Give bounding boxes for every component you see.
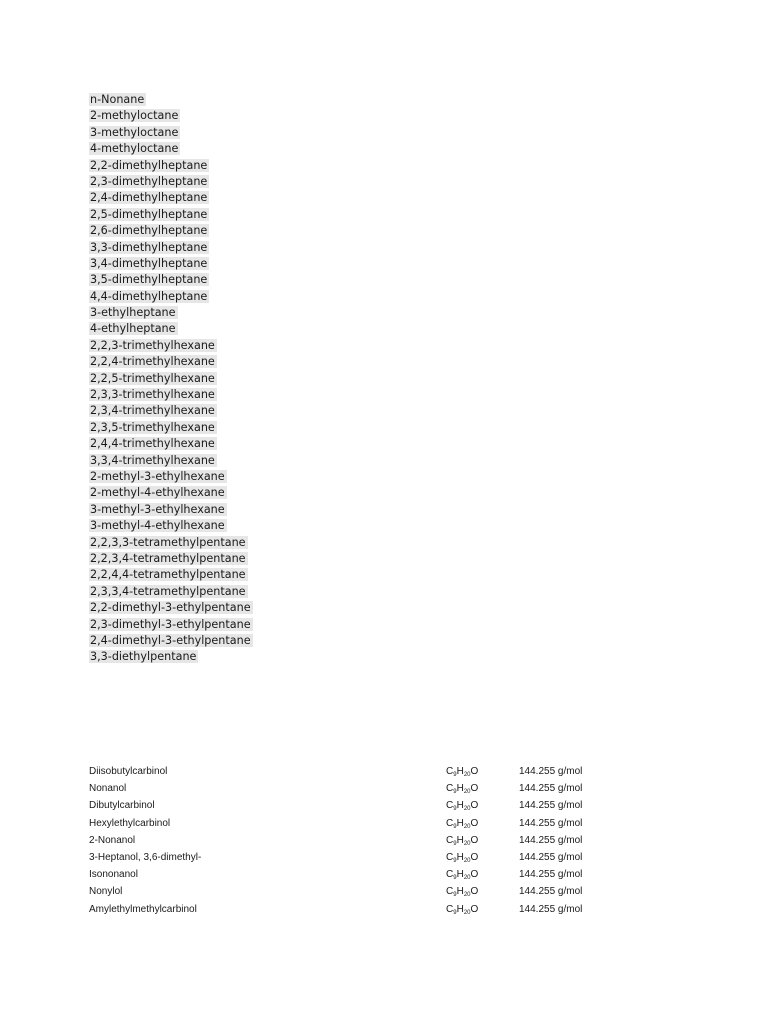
molar-mass: 144.255 g/mol (519, 766, 583, 777)
isomer-list-item (89, 223, 253, 239)
compound-name: Diisobutylcarbinol (89, 766, 168, 777)
isomer-list-item (89, 436, 253, 452)
formula-hydrogen-count: 20 (463, 789, 471, 796)
isomer-name: 2,2,3-trimethylhexane (90, 338, 215, 352)
isomer-name: 2,2,3,3-tetramethylpentane (90, 535, 246, 549)
molecular-formula (446, 901, 519, 918)
molar-mass: 144.255 g/mol (519, 817, 583, 829)
nonane-isomer-list (89, 92, 253, 666)
isomer-name: 4-methyloctane (90, 142, 179, 156)
isomer-list-item (89, 321, 253, 337)
isomer-name: 2,5-dimethylheptane (90, 207, 208, 221)
compound-name: Nonylol (89, 886, 123, 898)
table-row (89, 866, 599, 883)
table-row (89, 797, 599, 814)
formula-carbon: C (446, 800, 454, 812)
isomer-list-item (89, 240, 253, 256)
isomer-name: 3,3-dimethylheptane (90, 240, 208, 254)
formula-carbon-count: 9 (453, 789, 457, 796)
compound-name: 2-Nonanol (89, 834, 136, 846)
formula-oxygen: O (470, 834, 479, 846)
nonanol-table-body (89, 763, 599, 918)
isomer-list-item (89, 535, 253, 551)
isomer-list-item (89, 387, 253, 403)
formula-carbon: C (446, 869, 454, 881)
table-row (89, 832, 599, 849)
table-row (89, 883, 599, 900)
isomer-name: 2,3-dimethylheptane (90, 174, 208, 188)
compound-name: Nonanol (89, 783, 127, 795)
isomer-list-item (89, 453, 253, 469)
formula-hydrogen: H (456, 834, 464, 846)
isomer-list-item (89, 108, 253, 124)
isomer-name: 3,4-dimethylheptane (90, 256, 208, 270)
formula-oxygen: O (470, 903, 479, 915)
isomer-list-item (89, 125, 253, 141)
formula-carbon-count: 9 (453, 909, 457, 916)
molecular-formula (446, 849, 519, 866)
isomer-list-item (89, 141, 253, 157)
formula-hydrogen-count: 20 (463, 806, 471, 813)
isomer-name: 2,3,5-trimethylhexane (90, 420, 215, 434)
isomer-name: 2-methyl-3-ethylhexane (90, 469, 225, 483)
isomer-list-item (89, 617, 253, 633)
isomer-name: 3,5-dimethylheptane (90, 273, 208, 287)
table-row (89, 901, 599, 918)
formula-oxygen: O (470, 852, 479, 864)
isomer-list-item (89, 92, 253, 108)
formula-hydrogen-count: 20 (463, 840, 471, 847)
isomer-name: 2,3,4-trimethylhexane (90, 404, 215, 418)
isomer-name: 2-methyl-4-ethylhexane (90, 486, 225, 500)
isomer-list-item (89, 403, 253, 419)
formula-carbon: C (446, 766, 454, 777)
compound-name: Dibutylcarbinol (89, 800, 155, 812)
isomer-list-item (89, 600, 253, 616)
formula-carbon: C (446, 886, 454, 898)
molecular-formula (446, 780, 519, 797)
isomer-list-item (89, 158, 253, 174)
formula-hydrogen-count: 20 (463, 823, 471, 830)
formula-carbon: C (446, 834, 454, 846)
formula-hydrogen: H (456, 817, 464, 829)
isomer-name: 4,4-dimethylheptane (90, 289, 208, 303)
formula-carbon: C (446, 903, 454, 915)
isomer-name: 3-methyl-4-ethylhexane (90, 519, 225, 533)
isomer-name: 2,3,3-trimethylhexane (90, 388, 215, 402)
isomer-name: 3,3-diethylpentane (90, 650, 197, 664)
molecular-formula (446, 832, 519, 849)
molar-mass: 144.255 g/mol (519, 800, 583, 812)
formula-carbon: C (446, 852, 454, 864)
formula-hydrogen-count: 20 (463, 875, 471, 882)
formula-carbon-count: 9 (453, 892, 457, 899)
formula-carbon: C (446, 783, 454, 795)
isomer-name: 2,4-dimethyl-3-ethylpentane (90, 633, 251, 647)
formula-carbon-count: 9 (453, 875, 457, 882)
isomer-name: 3-methyloctane (90, 125, 179, 139)
molar-mass: 144.255 g/mol (519, 886, 583, 898)
molecular-formula (446, 763, 519, 780)
formula-oxygen: O (470, 783, 479, 795)
isomer-name: 2,2,4,4-tetramethylpentane (90, 568, 246, 582)
table-row (89, 815, 599, 832)
nonanol-isomer-table (89, 763, 599, 918)
formula-oxygen: O (470, 766, 479, 777)
isomer-name: 2,6-dimethylheptane (90, 224, 208, 238)
compound-name: Amylethylmethylcarbinol (89, 903, 197, 915)
formula-hydrogen: H (456, 903, 464, 915)
formula-hydrogen: H (456, 852, 464, 864)
compound-name: 3-Heptanol, 3,6-dimethyl- (89, 852, 202, 864)
formula-hydrogen: H (456, 766, 464, 777)
isomer-name: 2,2-dimethylheptane (90, 158, 208, 172)
formula-hydrogen-count: 20 (463, 772, 471, 778)
molar-mass: 144.255 g/mol (519, 852, 583, 864)
isomer-name: 2-methyloctane (90, 109, 179, 123)
isomer-name: 2,3,3,4-tetramethylpentane (90, 584, 246, 598)
formula-oxygen: O (470, 869, 479, 881)
isomer-name: 3-methyl-3-ethylhexane (90, 502, 225, 516)
formula-carbon-count: 9 (453, 823, 457, 830)
isomer-name: 2,2,3,4-tetramethylpentane (90, 551, 246, 565)
isomer-name: 2,3-dimethyl-3-ethylpentane (90, 617, 251, 631)
formula-carbon-count: 9 (453, 840, 457, 847)
formula-carbon-count: 9 (453, 858, 457, 865)
isomer-name: 2,4-dimethylheptane (90, 191, 208, 205)
isomer-list-item (89, 502, 253, 518)
isomer-list-item (89, 567, 253, 583)
table-row (89, 780, 599, 797)
isomer-list-item (89, 420, 253, 436)
isomer-list-item (89, 649, 253, 665)
isomer-name: 2,2-dimethyl-3-ethylpentane (90, 601, 251, 615)
molecular-formula (446, 797, 519, 814)
isomer-list-item (89, 207, 253, 223)
compound-name: Hexylethylcarbinol (89, 817, 171, 829)
isomer-name: 2,4,4-trimethylhexane (90, 437, 215, 451)
formula-hydrogen: H (456, 869, 464, 881)
formula-hydrogen-count: 20 (463, 892, 471, 899)
molar-mass: 144.255 g/mol (519, 903, 583, 915)
formula-oxygen: O (470, 817, 479, 829)
isomer-list-item (89, 371, 253, 387)
molecular-formula (446, 815, 519, 832)
isomer-list-item (89, 518, 253, 534)
table-row (89, 849, 599, 866)
isomer-list-item (89, 289, 253, 305)
formula-hydrogen-count: 20 (463, 858, 471, 865)
molar-mass: 144.255 g/mol (519, 869, 583, 881)
formula-hydrogen-count: 20 (463, 909, 471, 916)
formula-hydrogen: H (456, 800, 464, 812)
isomer-list-item (89, 551, 253, 567)
isomer-name: 4-ethylheptane (90, 322, 176, 336)
isomer-name: 3-ethylheptane (90, 306, 176, 320)
molar-mass: 144.255 g/mol (519, 783, 583, 795)
compound-name: Isononanol (89, 869, 138, 881)
isomer-list-item (89, 584, 253, 600)
isomer-list-item (89, 633, 253, 649)
formula-oxygen: O (470, 800, 479, 812)
isomer-list-item (89, 272, 253, 288)
table-row (89, 763, 599, 780)
isomer-list-item (89, 190, 253, 206)
isomer-list-item (89, 305, 253, 321)
isomer-name: 2,2,4-trimethylhexane (90, 355, 215, 369)
molecular-formula (446, 866, 519, 883)
isomer-list-item (89, 485, 253, 501)
isomer-list-item (89, 174, 253, 190)
formula-hydrogen: H (456, 783, 464, 795)
isomer-name: 3,3,4-trimethylhexane (90, 453, 215, 467)
formula-hydrogen: H (456, 886, 464, 898)
isomer-name: 2,2,5-trimethylhexane (90, 371, 215, 385)
formula-carbon-count: 9 (453, 806, 457, 813)
formula-carbon-count: 9 (453, 772, 457, 778)
isomer-list-item (89, 256, 253, 272)
isomer-list-item (89, 338, 253, 354)
isomer-list-item (89, 354, 253, 370)
formula-carbon: C (446, 817, 454, 829)
isomer-list-item (89, 469, 253, 485)
formula-oxygen: O (470, 886, 479, 898)
molecular-formula (446, 883, 519, 900)
isomer-name: n-Nonane (90, 93, 145, 106)
molar-mass: 144.255 g/mol (519, 834, 583, 846)
